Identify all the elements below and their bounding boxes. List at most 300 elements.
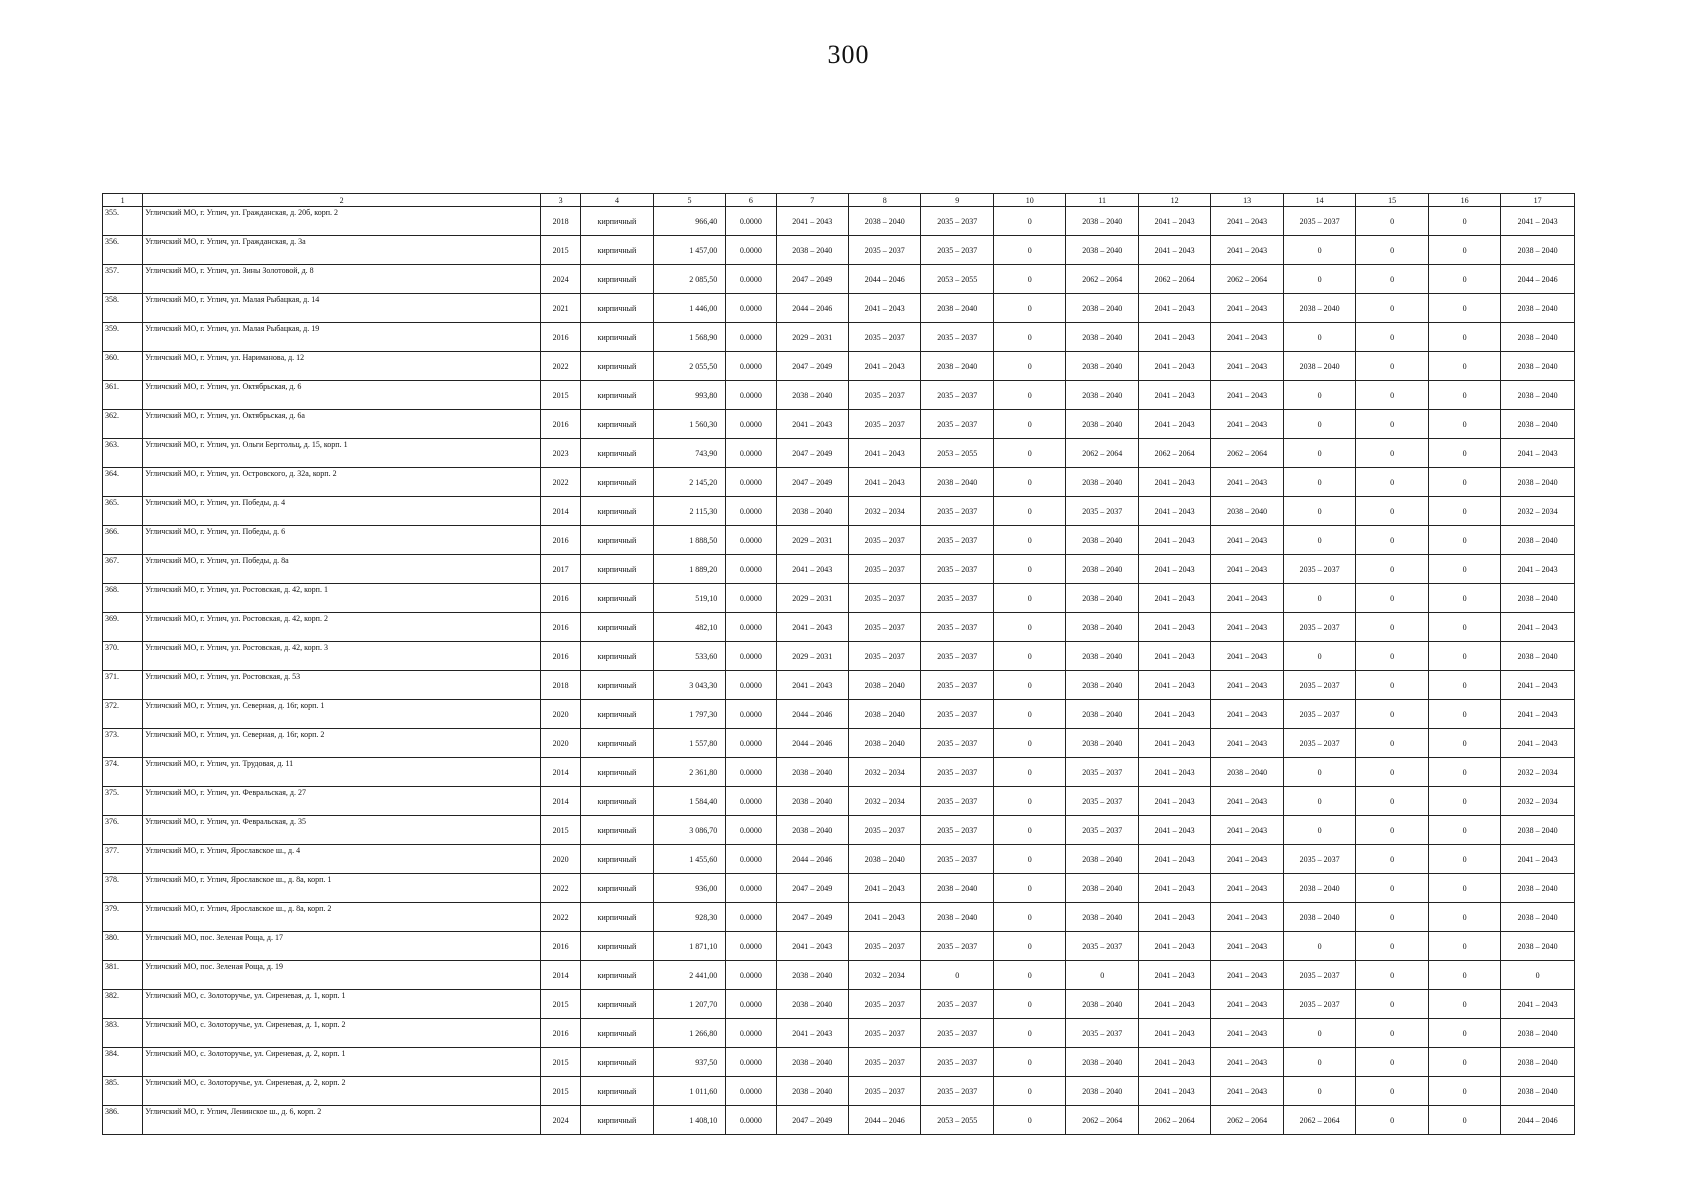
table-cell: 1 446,00 xyxy=(653,294,725,323)
table-cell: 2032 – 2034 xyxy=(849,961,921,990)
table-cell: 2041 – 2043 xyxy=(1138,729,1210,758)
table-cell: 2041 – 2043 xyxy=(776,555,848,584)
table-cell: 0 xyxy=(921,961,993,990)
table-cell: 0.0000 xyxy=(726,381,776,410)
table-cell: 0 xyxy=(993,236,1065,265)
table-cell: 0 xyxy=(993,845,1065,874)
table-cell: 2041 – 2043 xyxy=(1138,352,1210,381)
table-cell: 2041 – 2043 xyxy=(1138,758,1210,787)
table-row xyxy=(103,816,1575,845)
table-cell: 0 xyxy=(993,381,1065,410)
table-cell: кирпичный xyxy=(581,1106,653,1135)
table-cell: 2041 – 2043 xyxy=(1211,932,1283,961)
table-row xyxy=(103,729,1575,758)
table-cell: 2041 – 2043 xyxy=(1211,729,1283,758)
table-cell: 2029 – 2031 xyxy=(776,526,848,555)
table-cell: 2038 – 2040 xyxy=(1283,903,1355,932)
table-cell: 0 xyxy=(1283,410,1355,439)
row-number-cell: 382. xyxy=(103,990,143,1019)
table-cell: 0 xyxy=(1428,236,1500,265)
table-cell: 0 xyxy=(1428,787,1500,816)
table-cell: 0 xyxy=(1356,961,1428,990)
table-cell: кирпичный xyxy=(581,526,653,555)
table-cell: 2041 – 2043 xyxy=(1138,613,1210,642)
table-cell: 0 xyxy=(1501,961,1575,990)
table-cell: 0 xyxy=(1356,294,1428,323)
table-cell: 2038 – 2040 xyxy=(1066,729,1138,758)
table-cell: 0 xyxy=(1356,874,1428,903)
table-cell: кирпичный xyxy=(581,294,653,323)
table-cell: 2053 – 2055 xyxy=(921,439,993,468)
table-cell: 2041 – 2043 xyxy=(1138,671,1210,700)
table-cell: 0 xyxy=(993,439,1065,468)
table-cell: 2035 – 2037 xyxy=(921,497,993,526)
table-cell: 0 xyxy=(1356,410,1428,439)
address-cell: Угличский МО, г. Углич, ул. Гражданская, д. 3а xyxy=(143,236,541,265)
table-cell: 993,80 xyxy=(653,381,725,410)
table-cell: 2041 – 2043 xyxy=(1211,381,1283,410)
address-cell: Угличский МО, г. Углич, ул. Ростовская, д. 53 xyxy=(143,671,541,700)
row-number-cell: 368. xyxy=(103,584,143,613)
table-cell: 0 xyxy=(1356,352,1428,381)
table-cell: 0.0000 xyxy=(726,352,776,381)
table-cell: 0.0000 xyxy=(726,787,776,816)
table-cell: 2022 xyxy=(540,874,580,903)
table-cell: 0 xyxy=(1283,1077,1355,1106)
table-cell: 2041 – 2043 xyxy=(1501,207,1575,236)
table-cell: 2047 – 2049 xyxy=(776,265,848,294)
table-cell: 0 xyxy=(993,758,1065,787)
table-row xyxy=(103,207,1575,236)
table-cell: 0 xyxy=(1428,526,1500,555)
table-cell: 2 085,50 xyxy=(653,265,725,294)
table-cell: 2038 – 2040 xyxy=(1501,932,1575,961)
table-cell: 2014 xyxy=(540,787,580,816)
table-cell: 2041 – 2043 xyxy=(1138,1048,1210,1077)
table-cell: 0 xyxy=(1428,294,1500,323)
table-cell: 0.0000 xyxy=(726,439,776,468)
table-cell: 0 xyxy=(993,555,1065,584)
table-row xyxy=(103,236,1575,265)
table-cell: 1 266,80 xyxy=(653,1019,725,1048)
table-cell: 2016 xyxy=(540,410,580,439)
table-cell: 0 xyxy=(1428,961,1500,990)
table-cell: 0.0000 xyxy=(726,700,776,729)
table-row xyxy=(103,845,1575,874)
table-cell: 0 xyxy=(1428,584,1500,613)
table-cell: 0 xyxy=(1356,265,1428,294)
table-cell: 2035 – 2037 xyxy=(849,236,921,265)
table-cell: 2038 – 2040 xyxy=(1501,468,1575,497)
table-cell: 2035 – 2037 xyxy=(849,1077,921,1106)
table-cell: 2035 – 2037 xyxy=(849,584,921,613)
table-cell: 2038 – 2040 xyxy=(1283,352,1355,381)
address-cell: Угличский МО, г. Углич, ул. Островского, д. 32а, корп. 2 xyxy=(143,468,541,497)
table-cell: 2038 – 2040 xyxy=(921,294,993,323)
table-cell: 1 888,50 xyxy=(653,526,725,555)
table-cell: 2022 xyxy=(540,468,580,497)
table-cell: 0 xyxy=(1428,816,1500,845)
table-cell: 2038 – 2040 xyxy=(1283,874,1355,903)
row-number-cell: 374. xyxy=(103,758,143,787)
table-cell: 0 xyxy=(1356,236,1428,265)
table-cell: 0 xyxy=(1356,323,1428,352)
table-cell: 2024 xyxy=(540,1106,580,1135)
address-cell: Угличский МО, г. Углич, ул. Малая Рыбацкая, д. 14 xyxy=(143,294,541,323)
table-cell: 0 xyxy=(1428,845,1500,874)
table-cell: 0.0000 xyxy=(726,207,776,236)
table-cell: 0 xyxy=(993,671,1065,700)
table-cell: 2035 – 2037 xyxy=(849,555,921,584)
table-cell: 2041 – 2043 xyxy=(1138,903,1210,932)
table-cell: 0 xyxy=(1283,932,1355,961)
table-cell: 0 xyxy=(993,1048,1065,1077)
table-cell: 2041 – 2043 xyxy=(1211,990,1283,1019)
table-cell: 0 xyxy=(1428,468,1500,497)
table-row xyxy=(103,671,1575,700)
table-cell: 2035 – 2037 xyxy=(849,613,921,642)
table-cell: кирпичный xyxy=(581,990,653,1019)
table-cell: 2041 – 2043 xyxy=(1138,236,1210,265)
row-number-cell: 371. xyxy=(103,671,143,700)
table-cell: кирпичный xyxy=(581,381,653,410)
table-cell: 2041 – 2043 xyxy=(1138,468,1210,497)
table-header-row xyxy=(103,194,1575,207)
table-cell: 2041 – 2043 xyxy=(1211,642,1283,671)
table-cell: 2020 xyxy=(540,845,580,874)
table-cell: 2035 – 2037 xyxy=(849,381,921,410)
table-cell: 0 xyxy=(1428,729,1500,758)
table-cell: 1 011,60 xyxy=(653,1077,725,1106)
table-cell: 0 xyxy=(1428,932,1500,961)
column-number-cell: 10 xyxy=(993,194,1065,207)
table-cell: 2035 – 2037 xyxy=(921,816,993,845)
table-cell: 1 584,40 xyxy=(653,787,725,816)
table-row xyxy=(103,555,1575,584)
row-number-cell: 386. xyxy=(103,1106,143,1135)
table-cell: кирпичный xyxy=(581,410,653,439)
table-cell: 2020 xyxy=(540,700,580,729)
table-cell: 2038 – 2040 xyxy=(1066,207,1138,236)
table-cell: 533,60 xyxy=(653,642,725,671)
table-cell: кирпичный xyxy=(581,265,653,294)
table-cell: 2041 – 2043 xyxy=(1501,990,1575,1019)
address-cell: Угличский МО, г. Углич, Ленинское ш., д. 6, корп. 2 xyxy=(143,1106,541,1135)
table-cell: 0 xyxy=(993,468,1065,497)
column-number-cell: 11 xyxy=(1066,194,1138,207)
table-cell: 2041 – 2043 xyxy=(849,352,921,381)
table-cell: 0 xyxy=(1356,903,1428,932)
table-cell: 2038 – 2040 xyxy=(921,874,993,903)
table-cell: 2035 – 2037 xyxy=(1283,207,1355,236)
table-cell: 0 xyxy=(1356,787,1428,816)
table-cell: 0 xyxy=(1356,990,1428,1019)
table-cell: кирпичный xyxy=(581,1077,653,1106)
table-cell: 0.0000 xyxy=(726,671,776,700)
table-row xyxy=(103,265,1575,294)
table-cell: 2035 – 2037 xyxy=(921,642,993,671)
table-cell: 2038 – 2040 xyxy=(776,1077,848,1106)
table-cell: 2038 – 2040 xyxy=(849,729,921,758)
table-cell: 2041 – 2043 xyxy=(1211,1077,1283,1106)
table-cell: 2035 – 2037 xyxy=(849,526,921,555)
table-cell: 0 xyxy=(993,729,1065,758)
table-cell: кирпичный xyxy=(581,874,653,903)
table-row xyxy=(103,700,1575,729)
table-cell: 2041 – 2043 xyxy=(776,207,848,236)
table-cell: 2015 xyxy=(540,816,580,845)
column-number-cell: 14 xyxy=(1283,194,1355,207)
table-cell: кирпичный xyxy=(581,961,653,990)
table-cell: 2035 – 2037 xyxy=(1283,729,1355,758)
table-cell: 2014 xyxy=(540,497,580,526)
table-cell: 2023 xyxy=(540,439,580,468)
table-cell: 2047 – 2049 xyxy=(776,352,848,381)
address-cell: Угличский МО, пос. Зеленая Роща, д. 17 xyxy=(143,932,541,961)
table-cell: 2041 – 2043 xyxy=(1138,642,1210,671)
table-cell: 0.0000 xyxy=(726,613,776,642)
table-row xyxy=(103,874,1575,903)
table-cell: кирпичный xyxy=(581,758,653,787)
table-cell: 2041 – 2043 xyxy=(1501,671,1575,700)
table-cell: кирпичный xyxy=(581,323,653,352)
table-cell: 1 408,10 xyxy=(653,1106,725,1135)
table-cell: 1 207,70 xyxy=(653,990,725,1019)
table-cell: кирпичный xyxy=(581,845,653,874)
table-cell: 2035 – 2037 xyxy=(1283,990,1355,1019)
table-cell: 0 xyxy=(1356,816,1428,845)
table-cell: 0.0000 xyxy=(726,410,776,439)
table-cell: 2047 – 2049 xyxy=(776,874,848,903)
table-cell: 0 xyxy=(1356,758,1428,787)
table-cell: 2041 – 2043 xyxy=(1211,961,1283,990)
table-cell: 2041 – 2043 xyxy=(1211,874,1283,903)
table-cell: 0 xyxy=(1356,207,1428,236)
table-cell: 2035 – 2037 xyxy=(921,990,993,1019)
table-cell: 2032 – 2034 xyxy=(849,787,921,816)
row-number-cell: 376. xyxy=(103,816,143,845)
table-cell: 0 xyxy=(1356,584,1428,613)
table-cell: 2038 – 2040 xyxy=(1066,294,1138,323)
row-number-cell: 369. xyxy=(103,613,143,642)
table-cell: 0.0000 xyxy=(726,294,776,323)
table-cell: 0 xyxy=(1428,1019,1500,1048)
table-cell: 2044 – 2046 xyxy=(776,294,848,323)
table-cell: 0 xyxy=(1356,381,1428,410)
table-cell: 1 889,20 xyxy=(653,555,725,584)
table-cell: 2038 – 2040 xyxy=(1501,526,1575,555)
table-cell: 0 xyxy=(1428,381,1500,410)
table-cell: 1 871,10 xyxy=(653,932,725,961)
table-cell: 2041 – 2043 xyxy=(1138,584,1210,613)
column-number-cell: 5 xyxy=(653,194,725,207)
table-cell: 0 xyxy=(1356,845,1428,874)
table-cell: 0 xyxy=(1356,700,1428,729)
row-number-cell: 356. xyxy=(103,236,143,265)
table-cell: 2038 – 2040 xyxy=(1501,294,1575,323)
table-cell: 0 xyxy=(1428,671,1500,700)
address-cell: Угличский МО, г. Углич, Ярославское ш., д. 8а, корп. 1 xyxy=(143,874,541,903)
table-cell: кирпичный xyxy=(581,439,653,468)
table-cell: 2041 – 2043 xyxy=(849,903,921,932)
table-cell: 0.0000 xyxy=(726,845,776,874)
table-cell: 2062 – 2064 xyxy=(1066,1106,1138,1135)
table-row xyxy=(103,468,1575,497)
table-cell: 2041 – 2043 xyxy=(1138,874,1210,903)
table-cell: 1 560,30 xyxy=(653,410,725,439)
table-cell: 2035 – 2037 xyxy=(921,410,993,439)
table-cell: 0 xyxy=(993,1019,1065,1048)
table-cell: 2035 – 2037 xyxy=(921,845,993,874)
table-cell: 2035 – 2037 xyxy=(849,816,921,845)
address-cell: Угличский МО, г. Углич, ул. Февральская, д. 27 xyxy=(143,787,541,816)
table-cell: 2 145,20 xyxy=(653,468,725,497)
table-cell: 2062 – 2064 xyxy=(1211,1106,1283,1135)
table-cell: 2016 xyxy=(540,323,580,352)
table-cell: 2035 – 2037 xyxy=(849,642,921,671)
table-cell: 2016 xyxy=(540,642,580,671)
table-cell: 0.0000 xyxy=(726,236,776,265)
table-cell: 2041 – 2043 xyxy=(1138,700,1210,729)
table-cell: 0 xyxy=(1356,1106,1428,1135)
table-cell: 2035 – 2037 xyxy=(1283,555,1355,584)
row-number-cell: 363. xyxy=(103,439,143,468)
table-cell: 0 xyxy=(1428,613,1500,642)
table-cell: 2041 – 2043 xyxy=(1211,352,1283,381)
table-cell: 0.0000 xyxy=(726,1048,776,1077)
address-cell: Угличский МО, с. Золоторучье, ул. Сиреневая, д. 1, корп. 2 xyxy=(143,1019,541,1048)
address-cell: Угличский МО, г. Углич, ул. Победы, д. 6 xyxy=(143,526,541,555)
table-row xyxy=(103,1019,1575,1048)
table-cell: 0.0000 xyxy=(726,816,776,845)
table-cell: 2038 – 2040 xyxy=(1501,584,1575,613)
row-number-cell: 379. xyxy=(103,903,143,932)
row-number-cell: 365. xyxy=(103,497,143,526)
table-cell: кирпичный xyxy=(581,816,653,845)
row-number-cell: 373. xyxy=(103,729,143,758)
table-cell: 0 xyxy=(1428,1077,1500,1106)
table-cell: 0 xyxy=(1356,671,1428,700)
table-row xyxy=(103,526,1575,555)
table-cell: 2015 xyxy=(540,236,580,265)
table-cell: 2035 – 2037 xyxy=(1066,816,1138,845)
table-cell: 2029 – 2031 xyxy=(776,642,848,671)
address-cell: Угличский МО, г. Углич, Ярославское ш., д. 8а, корп. 2 xyxy=(143,903,541,932)
table-cell: 2041 – 2043 xyxy=(1138,816,1210,845)
table-cell: 2038 – 2040 xyxy=(1066,352,1138,381)
table-cell: 2038 – 2040 xyxy=(1501,352,1575,381)
table-cell: 2062 – 2064 xyxy=(1138,439,1210,468)
table-cell: 2035 – 2037 xyxy=(921,555,993,584)
table-row xyxy=(103,932,1575,961)
table-cell: 0 xyxy=(1283,381,1355,410)
table-cell: 2038 – 2040 xyxy=(776,1048,848,1077)
table-cell: 0 xyxy=(1283,787,1355,816)
row-number-cell: 367. xyxy=(103,555,143,584)
row-number-cell: 381. xyxy=(103,961,143,990)
table-cell: кирпичный xyxy=(581,729,653,758)
table-cell: кирпичный xyxy=(581,671,653,700)
table-cell: 0 xyxy=(1356,1077,1428,1106)
table-cell: 2038 – 2040 xyxy=(776,381,848,410)
table-cell: 2041 – 2043 xyxy=(1211,468,1283,497)
table-row xyxy=(103,1048,1575,1077)
row-number-cell: 362. xyxy=(103,410,143,439)
address-cell: Угличский МО, г. Углич, ул. Ростовская, д. 42, корп. 2 xyxy=(143,613,541,642)
table-cell: 2032 – 2034 xyxy=(1501,787,1575,816)
table-cell: 2041 – 2043 xyxy=(1211,236,1283,265)
table-cell: 2038 – 2040 xyxy=(776,497,848,526)
column-number-cell: 13 xyxy=(1211,194,1283,207)
table-cell: 2041 – 2043 xyxy=(1138,990,1210,1019)
table-cell: 0 xyxy=(1428,1048,1500,1077)
table-cell: 2041 – 2043 xyxy=(1211,816,1283,845)
table-cell: 2038 – 2040 xyxy=(921,352,993,381)
table-cell: 2044 – 2046 xyxy=(849,1106,921,1135)
table-cell: 2015 xyxy=(540,1077,580,1106)
table-cell: 0 xyxy=(1428,758,1500,787)
address-cell: Угличский МО, г. Углич, ул. Северная, д. 16г, корп. 1 xyxy=(143,700,541,729)
table-cell: 2035 – 2037 xyxy=(921,323,993,352)
table-cell: 2041 – 2043 xyxy=(1211,613,1283,642)
address-cell: Угличский МО, г. Углич, ул. Октябрьская, д. 6а xyxy=(143,410,541,439)
table-cell: 2035 – 2037 xyxy=(921,729,993,758)
table-cell: 2035 – 2037 xyxy=(849,410,921,439)
table-cell: 2035 – 2037 xyxy=(921,526,993,555)
table-cell: 2041 – 2043 xyxy=(776,613,848,642)
address-cell: Угличский МО, с. Золоторучье, ул. Сиреневая, д. 2, корп. 1 xyxy=(143,1048,541,1077)
table-cell: 0 xyxy=(1428,410,1500,439)
table-cell: 2044 – 2046 xyxy=(849,265,921,294)
table-cell: 2038 – 2040 xyxy=(776,236,848,265)
table-cell: 0.0000 xyxy=(726,526,776,555)
table-cell: 2041 – 2043 xyxy=(1138,961,1210,990)
table-cell: 2035 – 2037 xyxy=(1066,787,1138,816)
table-cell: 2038 – 2040 xyxy=(1501,1077,1575,1106)
table-cell: 2038 – 2040 xyxy=(1211,758,1283,787)
table-cell: 0 xyxy=(1283,468,1355,497)
table-cell: 2038 – 2040 xyxy=(1283,294,1355,323)
table-cell: 0.0000 xyxy=(726,584,776,613)
table-row xyxy=(103,497,1575,526)
table-cell: кирпичный xyxy=(581,903,653,932)
table-cell: 0 xyxy=(993,990,1065,1019)
table-cell: 0.0000 xyxy=(726,961,776,990)
table-cell: 0 xyxy=(1428,874,1500,903)
row-number-cell: 377. xyxy=(103,845,143,874)
table-cell: 2062 – 2064 xyxy=(1211,265,1283,294)
table-cell: 2014 xyxy=(540,961,580,990)
table-cell: 2035 – 2037 xyxy=(921,1077,993,1106)
column-number-cell: 2 xyxy=(143,194,541,207)
table-row xyxy=(103,642,1575,671)
table-cell: 0 xyxy=(1283,1019,1355,1048)
table-cell: 2032 – 2034 xyxy=(849,758,921,787)
table-cell: 2035 – 2037 xyxy=(921,932,993,961)
table-cell: 0 xyxy=(1356,497,1428,526)
table-cell: 2035 – 2037 xyxy=(849,1019,921,1048)
table-cell: 0 xyxy=(1428,439,1500,468)
table-cell: 2041 – 2043 xyxy=(1138,845,1210,874)
table-cell: 2038 – 2040 xyxy=(849,671,921,700)
table-cell: 2032 – 2034 xyxy=(849,497,921,526)
table-cell: 2053 – 2055 xyxy=(921,1106,993,1135)
row-number-cell: 358. xyxy=(103,294,143,323)
table-cell: 0 xyxy=(993,642,1065,671)
table-cell: 2041 – 2043 xyxy=(849,874,921,903)
table-cell: 2015 xyxy=(540,381,580,410)
table-row xyxy=(103,352,1575,381)
